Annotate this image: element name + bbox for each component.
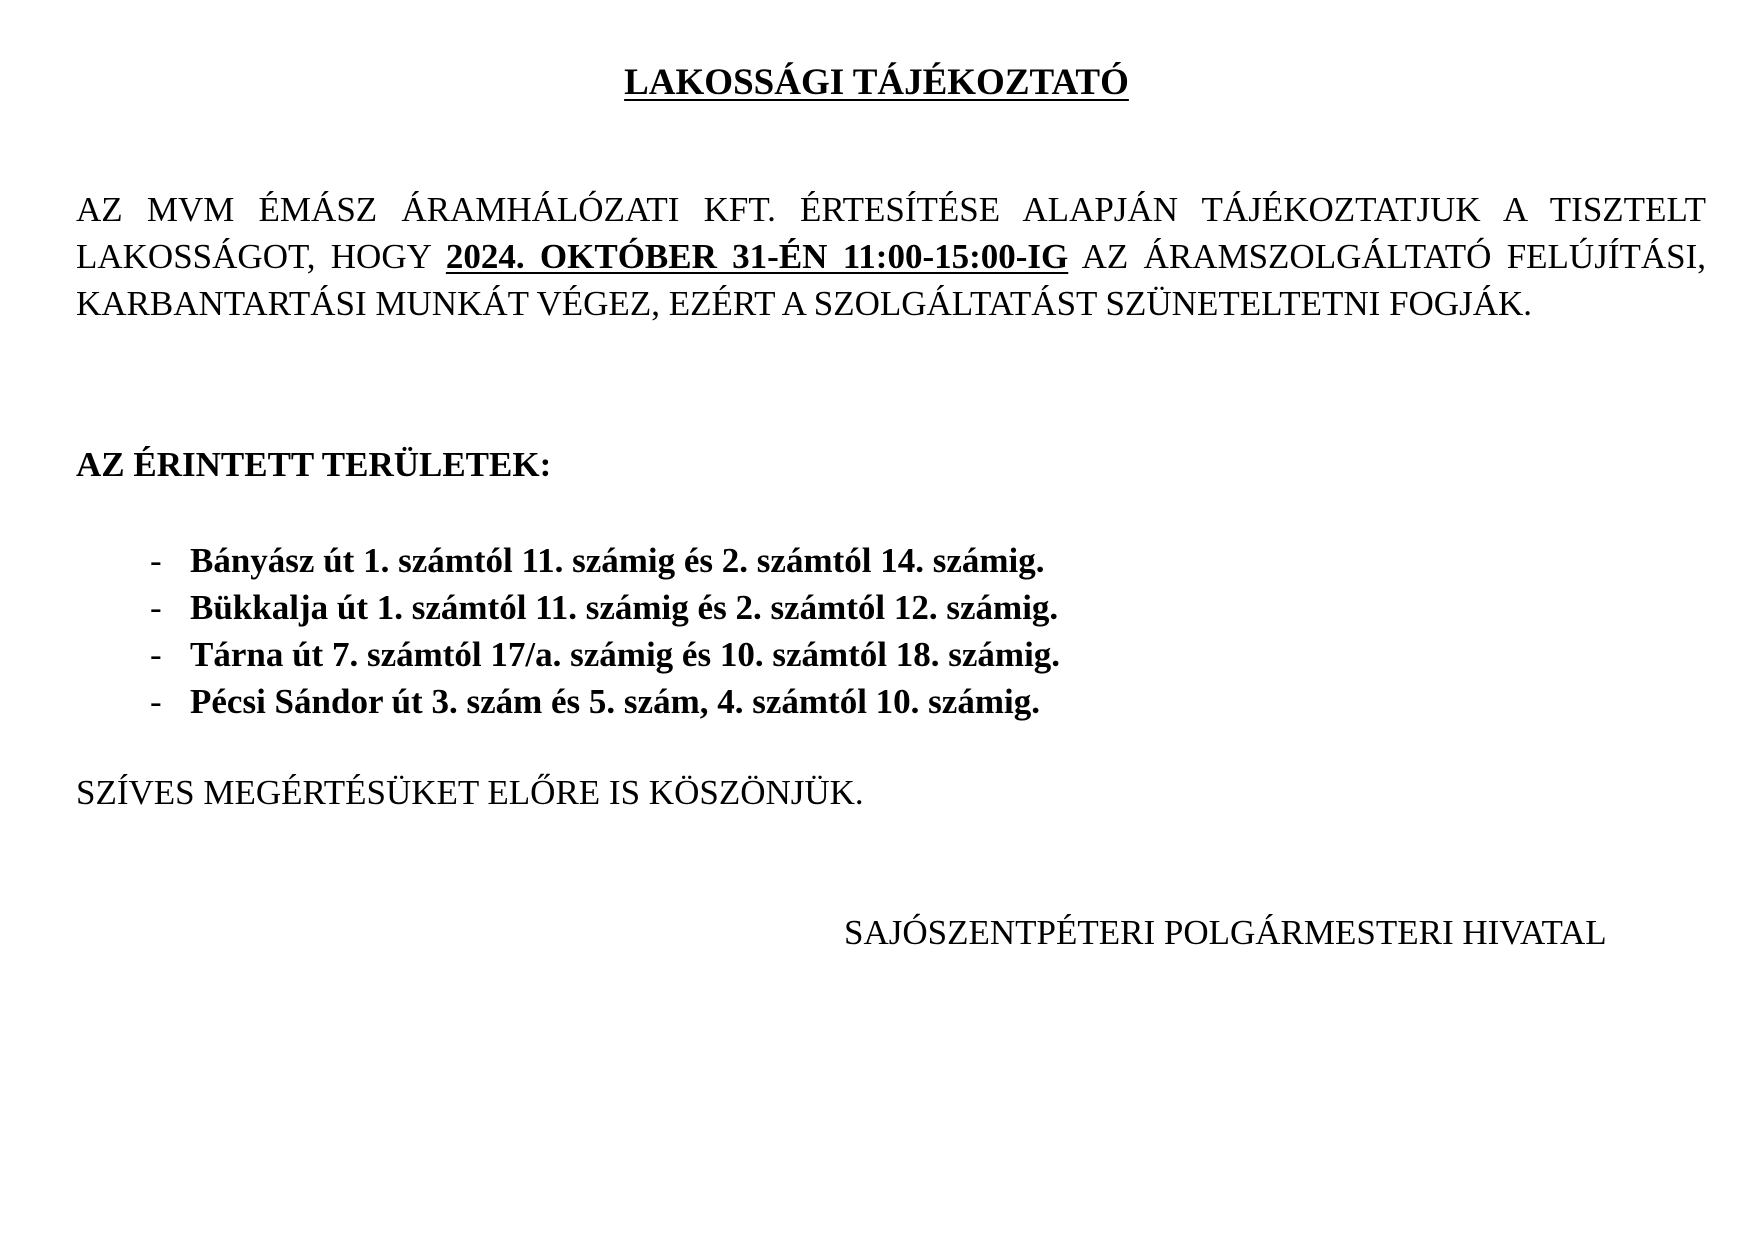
area-street-text: Tárna út 7. számtól 17/a. számig és 10. számtól 18. számig. [190,635,1061,674]
list-dash: - [150,588,162,627]
list-item [150,631,1060,678]
intro-text-after: AZ ÁRAMSZOLGÁLTATÓ FELÚJÍTÁSI, KARBANTARTÁSI MUNKÁT VÉGEZ, EZÉRT A SZOLGÁLTATÁST SZÜNETELTETNI FOGJÁK. [76,237,1706,323]
closing-sentence: SZÍVES MEGÉRTÉSÜKET ELŐRE IS KÖSZÖNJÜK. [76,773,864,812]
list-item [150,537,1060,584]
outage-date-range: 2024. OKTÓBER 31-ÉN 11:00-15:00-IG [445,237,1069,276]
list-dash: - [150,635,162,674]
intro-text-before: AZ MVM ÉMÁSZ ÁRAMHÁLÓZATI KFT. ÉRTESÍTÉSE ALAPJÁN TÁJÉKOZTATJUK A TISZTELT LAKOSSÁGOT, HOGY [76,190,1706,276]
affected-areas-heading: AZ ÉRINTETT TERÜLETEK: [76,445,552,484]
document-title [0,60,1753,106]
list-dash: - [150,682,162,721]
area-street-text: Bükkalja út 1. számtól 11. számig és 2. számtól 12. számig. [190,588,1059,627]
signature-office: SAJÓSZENTPÉTERI POLGÁRMESTERI HIVATAL [844,913,1607,952]
list-dash: - [150,541,162,580]
area-street-text: Pécsi Sándor út 3. szám és 5. szám, 4. számtól 10. számig. [190,682,1040,721]
intro-paragraph [76,186,1706,327]
affected-areas-list [150,537,1060,725]
document-title-text: LAKOSSÁGI TÁJÉKOZTATÓ [624,62,1129,103]
area-street-text: Bányász út 1. számtól 11. számig és 2. számtól 14. számig. [190,541,1045,580]
list-item [150,584,1060,631]
list-item [150,678,1060,725]
